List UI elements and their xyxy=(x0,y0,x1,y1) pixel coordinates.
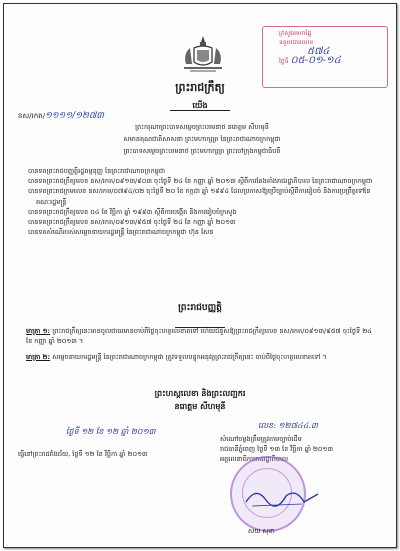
signature-scribble-icon xyxy=(242,482,322,512)
article-1-text: ព្រះរាជក្រឹត្យនេះមានចូលជាធរមានចាប់ពីថ្ងៃចុះហត្ថលេខាតទៅ ហើយជំនួសឱ្យព្រះរាជក្រឹត្យលេខ នស/រកត/០៩១៣/៩៥៧ ចុះថ្ងៃទី ២៤ ខែ កញ្ញា ឆ្នាំ ២០១៣ ។ xyxy=(26,327,372,345)
consideration-item: បានទតព្រះរាជក្រមលេខ នស/រកម/០៧៩៤/០២ ចុះថ្ងៃទី ២០ ខែ កក្កដា ឆ្នាំ ១៩៩៤ ដែលប្រកាសឱ្យប្រើច្បាប់ស្តីពីការរៀបចំ និងការប្រព្រឹត្តទៅនៃគណៈរដ្ឋមន្ត្រី xyxy=(28,187,371,206)
stamp-number: ៥៧៤ xyxy=(307,46,330,57)
stamp-date-label: ថ្ងៃទី xyxy=(279,58,289,65)
article-2-label: មាត្រា ២: xyxy=(26,353,51,361)
certification-line-3: អគ្គលេខាធិការរាជរដ្ឋាភិបាល xyxy=(220,455,289,463)
bottom-signatory: សយ សុខា xyxy=(248,527,275,535)
reference-value: ១១១១/១២៧៣ xyxy=(44,111,104,121)
signature-heading: ព្រះហស្តលេខា និងព្រះលញ្ឆករ xyxy=(154,389,246,398)
reference-label: នស/រកត/ xyxy=(18,112,45,120)
document-subtitle: យើង xyxy=(192,101,208,110)
certification-line-1: សំណៅចម្លងត្រឹមត្រូវតាមច្បាប់ដើម xyxy=(220,435,302,443)
consideration-item: បានទតព្រះរាជបញ្ញត្តិរដ្ឋធម្មនុញ្ញ នៃព្រះរាជាណាចក្រកម្ពុជា xyxy=(28,167,166,175)
consideration-item: បានទតសំណើរបស់សម្តេចនាយករដ្ឋមន្ត្រី នៃព្រះរាជាណាចក្រកម្ពុជា ហ៊ុន សែន xyxy=(28,228,214,237)
document-title: ព្រះរាជក្រឹត្យ xyxy=(175,81,225,94)
stamp-date: ០៥-០១-១៤ xyxy=(290,55,341,66)
place-and-date: ធ្វើនៅព្រះរាជវាំងជ័យ, ថ្ងៃទី ១២ ខែ វិច្ឆិកា ឆ្នាំ ២០១៣ xyxy=(18,450,148,458)
considerations-list xyxy=(26,166,376,237)
preamble-line-3: ព្រះបាទសម្តេចព្រះបរមនាថ ព្រះមហាក្សត្រ ព្រះចៅក្រុងកម្ពុជាធិបតី xyxy=(123,147,281,155)
certification-block xyxy=(220,434,390,464)
article-2-text: សម្តេចនាយករដ្ឋមន្ត្រី នៃព្រះរាជាណាចក្រកម្ពុជា ត្រូវទទួលបន្ទុកអនុវត្តព្រះរាជក្រឹត្យនេះ ចាប់ពីថ្ងៃចុះហត្ថលេខាតទៅ ។ xyxy=(52,353,327,361)
consideration-item: បានទតព្រះរាជក្រឹត្យលេខ ០៤ ខែ វិច្ឆិកា ឆ្នាំ ១៩៩៣ ស្តីពីការបង្កើត និងការរៀបចំក្រសួង xyxy=(28,207,237,216)
preamble-line-2: សមានគុណជាតិសាសនា ព្រះមហាក្សត្រ នៃព្រះរាជាណាចក្រកម្ពុជា xyxy=(123,135,281,143)
signatory-name: នរោត្តម សីហមុនី xyxy=(174,402,226,411)
preamble-line-1: ព្រះករុណាព្រះបាទសម្តេចព្រះបរមនាថ នរោត្តម សីហមុនី xyxy=(135,123,269,131)
handwritten-number: លេខ: ១២៧៤៤.៣ xyxy=(258,421,318,430)
stamp-line-2: ទទួលបានលេខ xyxy=(279,39,314,46)
article-1-label: មាត្រា ១: xyxy=(26,327,51,335)
document-page xyxy=(3,3,397,548)
handwritten-date: ថ្ងៃទី ១២ ខែ ១២ ឆ្នាំ ២០១៣ xyxy=(66,427,156,436)
article-1 xyxy=(26,326,376,346)
certification-line-2: រាជធានីភ្នំពេញ ថ្ងៃទី ១៣ ខែ វិច្ឆិកា ឆ្នាំ ២០១៣ xyxy=(220,445,334,453)
royal-coat-of-arms-icon xyxy=(180,34,226,74)
article-2 xyxy=(26,352,376,362)
consideration-item: បានទតព្រះរាជក្រឹត្យលេខ នស/រកត/០៩១៣/៩០៣ ចុះថ្ងៃទី ២៤ ខែ កញ្ញា ឆ្នាំ ២០១៣ ស្តីពីការតែងតាំងរាជរដ្ឋាភិបាល នៃព្រះរាជាណាចក្រកម្ពុជា xyxy=(28,177,373,186)
consideration-item: បានទតព្រះរាជក្រឹត្យលេខ នស/រកត/០៩១៣/៩៥៧ ចុះថ្ងៃទី ២៤ ខែ កញ្ញា ឆ្នាំ ២០១៣ xyxy=(28,218,236,227)
stamp-line-1: ក្រសួងមហាផ្ទៃ xyxy=(279,30,312,37)
decision-heading: ព្រះរាជបញ្ញត្តិ xyxy=(178,303,222,313)
received-stamp xyxy=(262,26,388,88)
